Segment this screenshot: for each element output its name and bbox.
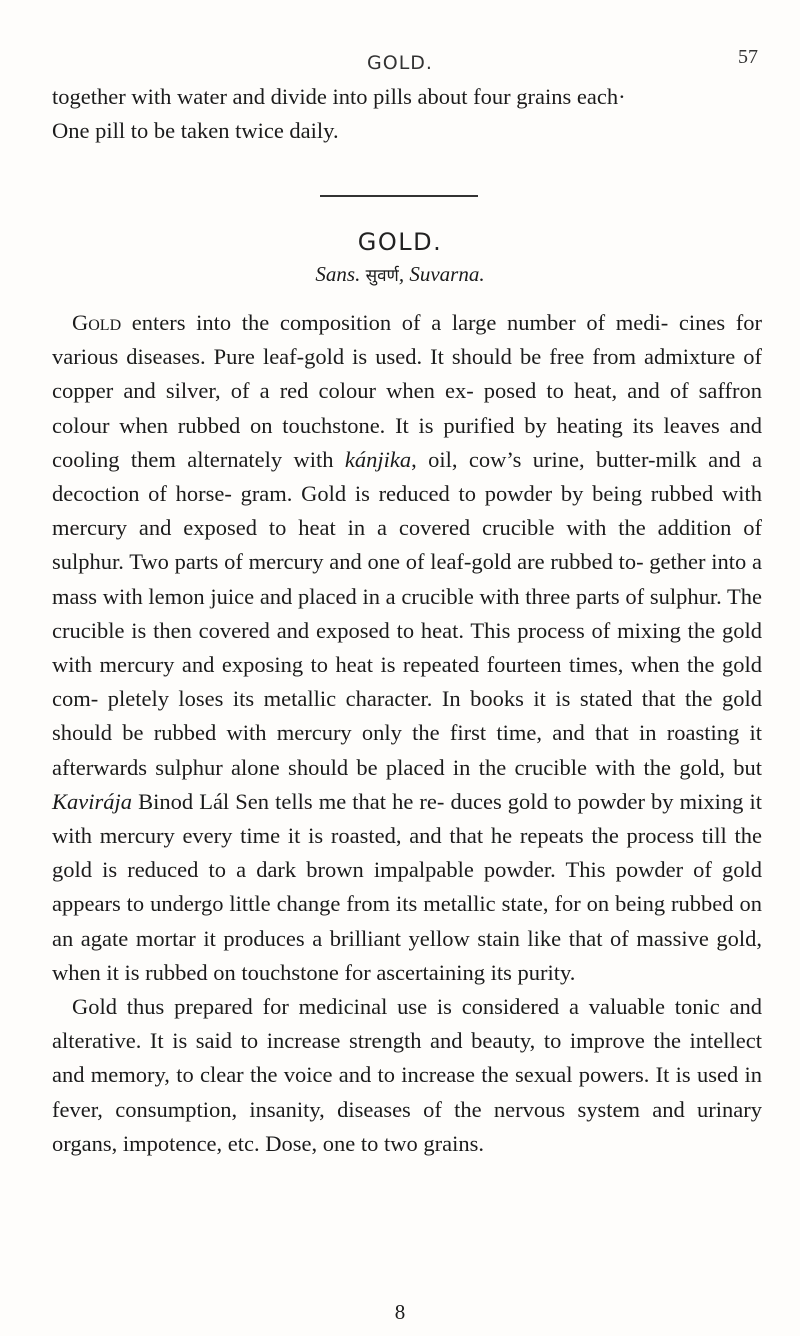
- main-text: [52, 306, 762, 1161]
- intro-line-2: One pill to be taken twice daily.: [52, 118, 339, 144]
- intro-text: [52, 80, 762, 148]
- section-title: GOLD.: [357, 228, 443, 256]
- running-head: GOLD.: [367, 52, 433, 74]
- term-kaviraja: Kavirája: [52, 788, 133, 814]
- signature-mark: 8: [394, 1300, 406, 1324]
- paragraph-1-part-a: enters into the composition of a large number of medi- cines for various diseases. Pure leaf-gold is used. It should be free from admixture of copper and silver, of a red colour when ex- posed to heat, and of saffron colour when rubbed on touchstone. It is purified by heating its leaves and cooling them alternately with: [52, 310, 762, 472]
- section-divider: [320, 195, 478, 197]
- term-kanjika: kánjika: [344, 446, 412, 472]
- paragraph-2: Gold thus prepared for medicinal use is considered a valuable tonic and alterative. It is said to increase strength and beauty, to improve the intellect and memory, to clear the voice and to increase the sexual powers. It is used in fever, consumption, insanity, diseases of the nervous system and urinary organs, impotence, etc. Dose, one to two grains.: [52, 994, 762, 1156]
- intro-line-1: together with water and divide into pills about four grains each·: [52, 84, 626, 109]
- sanskrit-label: Sans.: [315, 262, 361, 286]
- paragraph-lead-word: Gold: [72, 310, 122, 335]
- sanskrit-name-line: [0, 262, 800, 287]
- paragraph-1-part-b: , oil, cow’s urine, butter-milk and a decoction of horse- gram. Gold is reduced to powder by being rubbed with mercury and exposed to heat in a covered crucible with the addition of sulphur. Two parts of mercury and one of leaf-gold are rubbed to- gether into a mass with lemon juice and placed in a crucible with three parts of sulphur. The crucible is then covered and exposed to heat. This process of mixing the gold with mercury and exposing to heat is repeated fourteen times, when the gold com- pletely loses its metallic character. In books it is stated that the gold should be rubbed with mercury only the first time, and that in roasting it afterwards sulphur alone should be placed in the crucible with the gold, but: [52, 446, 762, 780]
- transliteration: , Suvarna.: [398, 262, 485, 286]
- page-number: 57: [738, 46, 758, 68]
- devanagari-word: सुवर्ण: [365, 266, 399, 286]
- paragraph-1-part-c: Binod Lál Sen tells me that he re- duces gold to powder by mixing it with mercury every time it is roasted, and that he repeats the process till the gold is reduced to a dark brown impalpable powder. This powder of gold appears to undergo little change from its metallic state, for on being rubbed on an agate mortar it produces a brilliant yellow stain like that of massive gold, when it is rubbed on touchstone for ascertaining its purity.: [52, 788, 762, 985]
- paragraph-1: [52, 306, 762, 990]
